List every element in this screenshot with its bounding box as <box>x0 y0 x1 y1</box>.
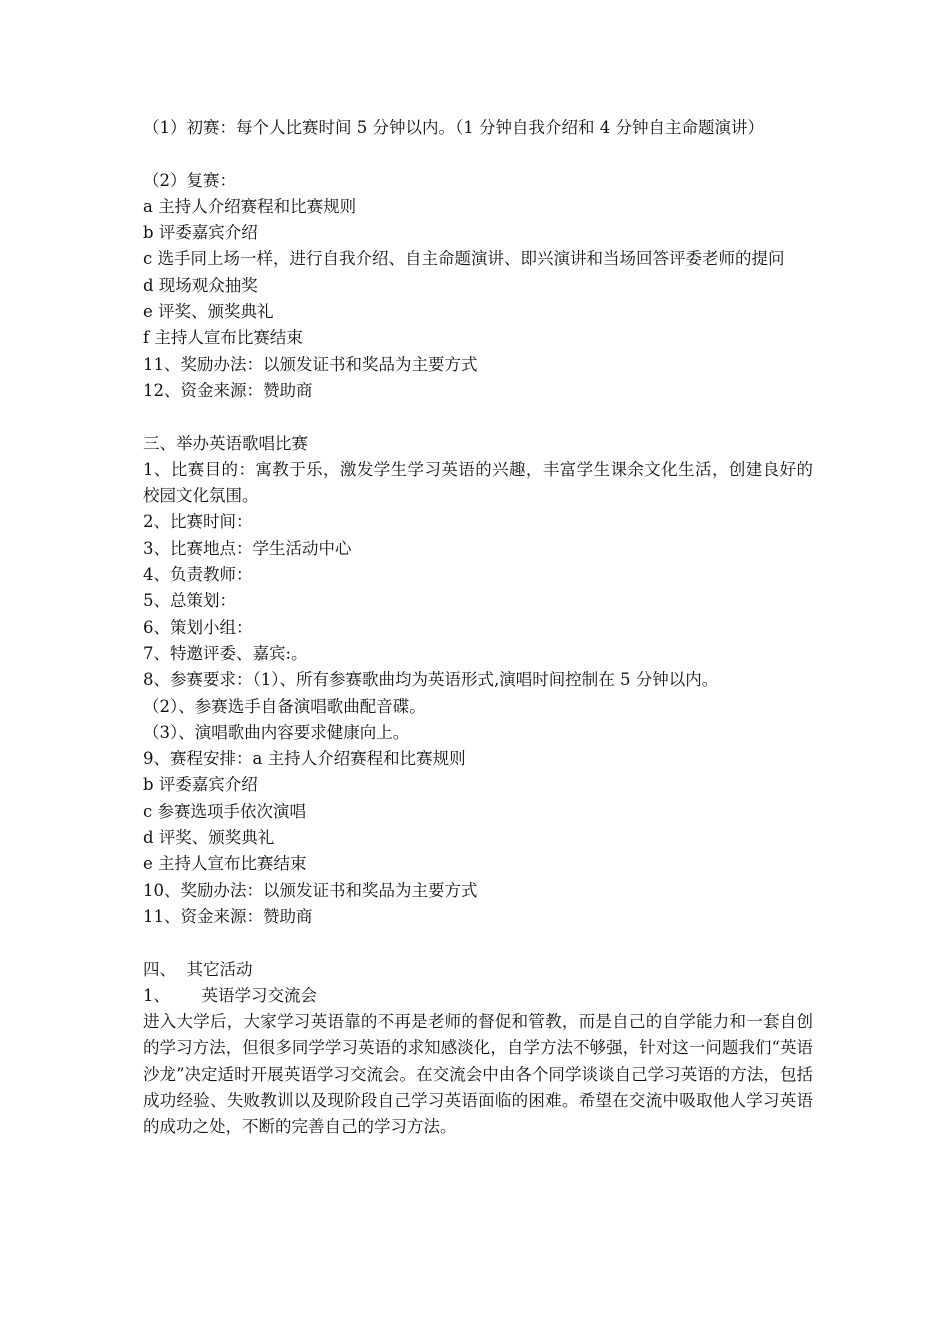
body-paragraph: 进入大学后，大家学习英语靠的不再是老师的督促和管教，而是自己的自学能力和一套自创的学习方法，但很多同学学习英语的求知感淡化，自学方法不够强，针对这一问题我们“英语沙龙”决定适时开展英语学习交流会。在交流会中由各个同学谈谈自己学习英语的方法，包括成功经验、失败教训以及现阶段自己学习英语面临的困难。希望在交流中吸取他人学习英语的成功之处，不断的完善自己的学习方法。 <box>143 1012 813 1137</box>
list-item: 11、奖励办法：以颁发证书和奖品为主要方式 <box>143 354 478 374</box>
list-item: b 评委嘉宾介绍 <box>143 775 258 795</box>
list-item: 7、特邀评委、嘉宾:。 <box>143 643 308 663</box>
list-item: 1、比赛目的：寓教于乐，激发学生学习英语的兴趣，丰富学生课余文化生活，创建良好的校园文化氛围。 <box>143 459 813 506</box>
list-item: a 主持人介绍赛程和比赛规则 <box>143 196 357 216</box>
list-item: f 主持人宣布比赛结束 <box>143 328 303 348</box>
list-item: 8、参赛要求：（1）、所有参赛歌曲均为英语形式,演唱时间控制在 5 分钟以内。 <box>143 670 719 690</box>
list-item: （2）、参赛选手自备演唱歌曲配音碟。 <box>143 696 426 716</box>
list-item: 5、总策划： <box>143 591 236 611</box>
list-item: d 评奖、颁奖典礼 <box>143 828 275 848</box>
list-item: （3）、演唱歌曲内容要求健康向上。 <box>143 722 410 742</box>
list-item: c 参赛选项手依次演唱 <box>143 801 306 821</box>
list-item: e 评奖、颁奖典礼 <box>143 302 274 322</box>
list-item: d 现场观众抽奖 <box>143 275 258 295</box>
list-item: 3、比赛地点：学生活动中心 <box>143 538 352 558</box>
document-body <box>143 115 813 1141</box>
list-item: 2、比赛时间： <box>143 512 253 532</box>
list-item: b 评委嘉宾介绍 <box>143 223 258 243</box>
list-item: 6、策划小组： <box>143 617 253 637</box>
section-title: 四、 其它活动 <box>143 959 253 979</box>
section3-list <box>143 457 813 930</box>
list-item: 12、资金来源：赞助商 <box>143 380 313 400</box>
list-item: e 主持人宣布比赛结束 <box>143 854 307 874</box>
list-item: 11、资金来源：赞助商 <box>143 906 313 926</box>
finals-list <box>143 194 813 404</box>
spacer <box>143 404 813 430</box>
subsection-title: 1、 英语学习交流会 <box>143 985 317 1005</box>
finals-heading: （2）复赛： <box>143 170 236 190</box>
prelims-rule: （1）初赛：每个人比赛时间 5 分钟以内。（1 分钟自我介绍和 4 分钟自主命题演讲） <box>143 118 764 137</box>
list-item: 4、负责教师： <box>143 565 253 585</box>
list-item: 10、奖励办法：以颁发证书和奖品为主要方式 <box>143 880 478 900</box>
list-item: 9、赛程安排：a 主持人介绍赛程和比赛规则 <box>143 749 466 769</box>
spacer <box>143 141 813 167</box>
spacer <box>143 930 813 956</box>
section-title: 三、举办英语歌唱比赛 <box>143 433 308 453</box>
list-item: c 选手同上场一样，进行自我介绍、自主命题演讲、即兴演讲和当场回答评委老师的提问 <box>143 249 785 269</box>
